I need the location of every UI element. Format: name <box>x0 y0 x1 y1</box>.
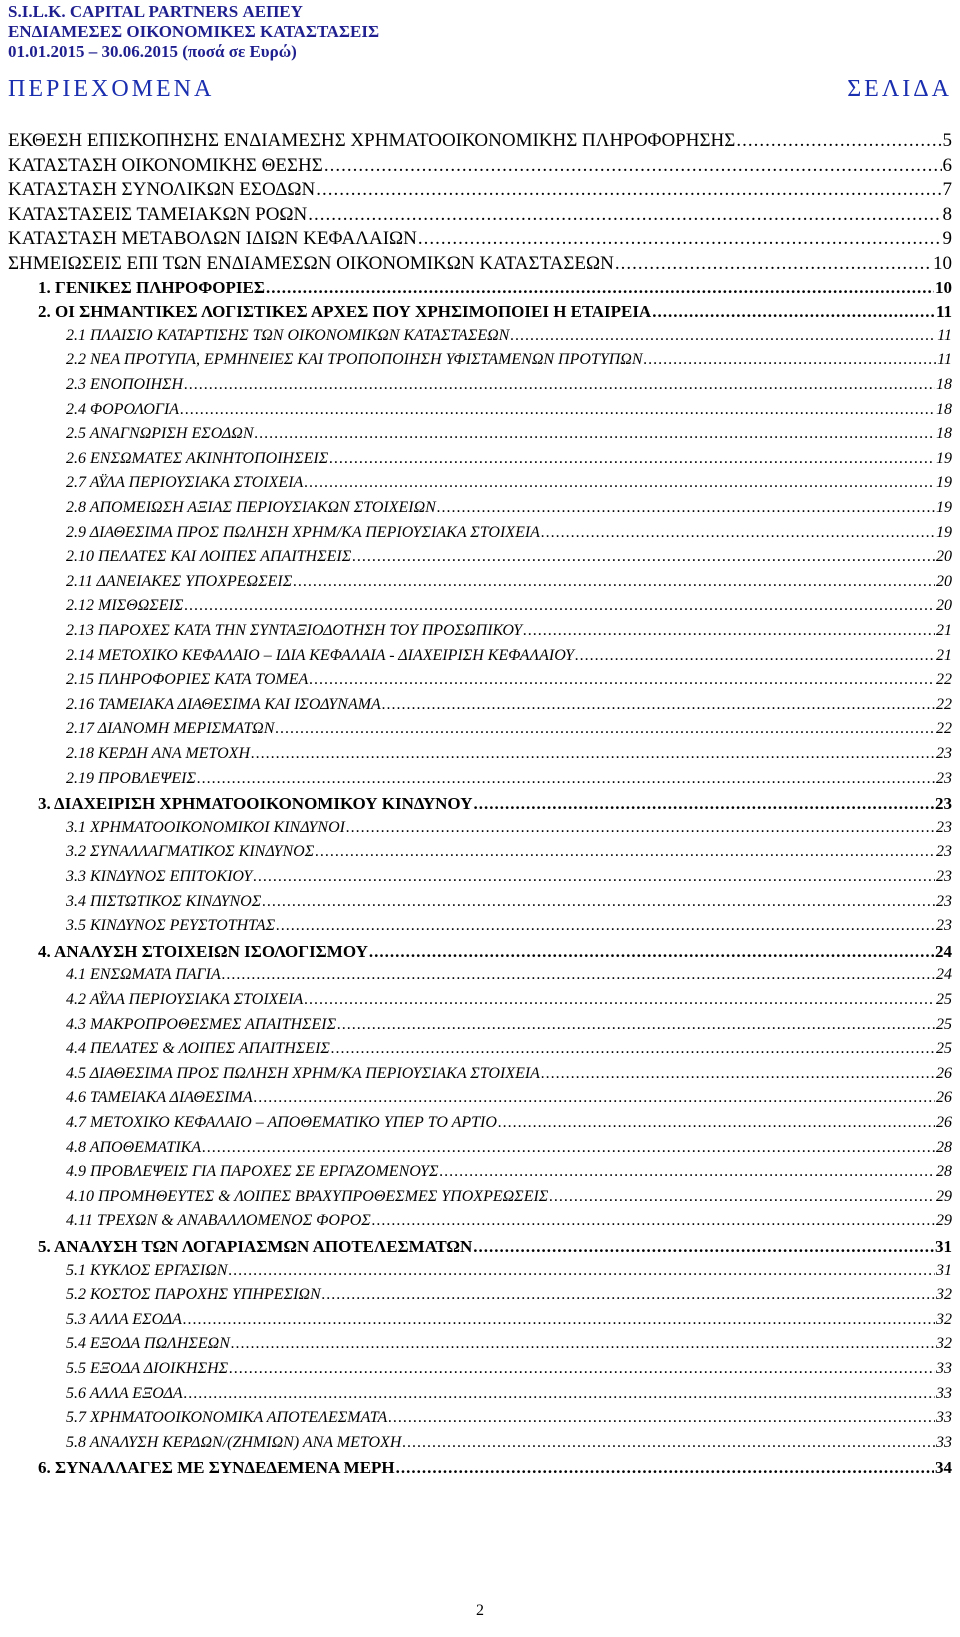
toc-entry-page: 19 <box>936 499 952 516</box>
toc-entry-page: 25 <box>936 991 952 1008</box>
toc-entry-page: 20 <box>936 572 952 590</box>
toc-entry-label: 3.4 ΠΙΣΤΩΤΙΚΟΣ ΚΙΝΔΥΝΟΣ <box>66 892 262 910</box>
toc-entry-label: 4.1 ΕΝΣΩΜΑΤΑ ΠΑΓΙΑ <box>66 966 221 984</box>
toc-leader-dots <box>549 1188 935 1206</box>
toc-entry-label: 4.7 ΜΕΤΟΧΙΚΟ ΚΕΦΑΛΑΙΟ – ΑΠΟΘΕΜΑΤΙΚΟ ΥΠΕΡ ΤΟ ΑΡΤΙΟ <box>66 1114 497 1131</box>
toc-entry-label: 5.3 ΑΛΛΑ ΕΣΟΔΑ <box>66 1310 182 1328</box>
toc-entry-label: 3. ΔΙΑΧΕΙΡΙΣΗ ΧΡΗΜΑΤΟΟΙΚΟΝΟΜΙΚΟΥ ΚΙΝΔΥΝΟΥ <box>38 794 473 814</box>
toc-entry-page: 19 <box>936 449 952 467</box>
toc-entry[interactable] <box>66 1139 952 1157</box>
toc-entry-label: 5.6 ΑΛΛΑ ΕΞΟΔΑ <box>66 1384 183 1402</box>
toc-entry-page: 28 <box>936 1163 952 1181</box>
toc-entry-page: 26 <box>936 1064 952 1082</box>
toc-entry-page: 10 <box>933 253 952 274</box>
toc-entry[interactable] <box>66 991 952 1009</box>
toc-entry-label: 2.1 ΠΛΑΙΣΙΟ ΚΑΤΑΡΤΙΣΗΣ ΤΩΝ ΟΙΚΟΝΟΜΙΚΩΝ ΚΑΤΑΣΤΑΣΕΩΝ <box>66 326 510 344</box>
toc-leader-dots <box>309 671 935 689</box>
toc-entry[interactable] <box>38 1458 952 1478</box>
toc-leader-dots <box>255 425 935 443</box>
toc-leader-dots <box>315 843 935 861</box>
toc-entry[interactable] <box>8 253 952 275</box>
page-column-heading: ΣΕΛΙΔΑ <box>847 76 952 102</box>
toc-entry-page: 6 <box>942 154 952 176</box>
toc-leader-dots <box>253 868 935 886</box>
toc-entry[interactable] <box>66 720 952 738</box>
toc-leader-dots <box>372 1212 935 1230</box>
toc-entry-page: 23 <box>936 917 952 935</box>
toc-entry-label: 2.7 ΑΫΛΑ ΠΕΡΙΟΥΣΙΑΚΑ ΣΤΟΙΧΕΙΑ <box>66 474 304 492</box>
toc-entry-label: 5.1 ΚΥΚΛΟΣ ΕΡΓΑΣΙΩΝ <box>66 1261 228 1279</box>
toc-entry[interactable] <box>66 1212 952 1230</box>
toc-entry[interactable] <box>66 376 952 394</box>
toc-entry[interactable] <box>38 942 952 962</box>
toc-entry-page: 31 <box>936 1261 952 1279</box>
toc-entry-page: 29 <box>936 1187 952 1205</box>
toc-entry[interactable] <box>66 893 952 911</box>
toc-entry[interactable] <box>38 278 952 298</box>
toc-entry[interactable] <box>8 228 952 250</box>
toc-leader-dots <box>440 1163 935 1181</box>
toc-entry-label: 2.16 ΤΑΜΕΙΑΚΑ ΔΙΑΘΕΣΙΜΑ ΚΑΙ ΙΣΟΔΥΝΑΜΑ <box>66 695 381 713</box>
toc-entry[interactable] <box>66 1434 952 1452</box>
toc-entry[interactable] <box>66 745 952 763</box>
toc-entry-label: 4.2 ΑΫΛΑ ΠΕΡΙΟΥΣΙΑΚΑ ΣΤΟΙΧΕΙΑ <box>66 991 304 1008</box>
toc-leader-dots <box>337 1016 935 1034</box>
toc-entry-label: 2.18 ΚΕΡΔΗ ΑΝΑ ΜΕΤΟΧΗ <box>66 745 250 762</box>
toc-entry[interactable] <box>66 1016 952 1034</box>
toc-entry[interactable] <box>66 1065 952 1083</box>
toc-leader-dots <box>222 966 935 984</box>
toc-entry-page: 26 <box>936 1114 952 1131</box>
toc-entry-label: 4.3 ΜΑΚΡΟΠΡΟΘΕΣΜΕΣ ΑΠΑΙΤΗΣΕΙΣ <box>66 1015 337 1033</box>
toc-entry-page: 32 <box>936 1335 952 1353</box>
toc-entry-label: 3.2 ΣΥΝΑΛΛΑΓΜΑΤΙΚΟΣ ΚΙΝΔΥΝΟΣ <box>66 843 315 861</box>
toc-entry-label: 2.10 ΠΕΛΑΤΕΣ ΚΑΙ ΛΟΙΠΕΣ ΑΠΑΙΤΗΣΕΙΣ <box>66 548 352 566</box>
toc-entry[interactable] <box>66 1335 952 1353</box>
document-title: ΕΝΔΙΑΜΕΣΕΣ ΟΙΚΟΝΟΜΙΚΕΣ ΚΑΤΑΣΤΑΣΕΙΣ <box>8 22 380 41</box>
toc-entry[interactable] <box>66 1089 952 1107</box>
toc-entry-page: 24 <box>935 941 952 961</box>
toc-entry-page: 7 <box>942 179 952 201</box>
toc-entry-label: 2.4 ΦΟΡΟΛΟΓΙΑ <box>66 400 180 418</box>
toc-entry[interactable] <box>8 204 952 226</box>
toc-entry-page: 22 <box>936 720 952 738</box>
toc-entry[interactable] <box>8 130 952 152</box>
toc-entry-page: 21 <box>936 646 952 664</box>
toc-leader-dots <box>231 1335 935 1353</box>
document-header <box>8 2 379 62</box>
toc-entry[interactable] <box>66 1114 952 1132</box>
toc-leader-dots <box>346 819 935 837</box>
toc-leader-dots <box>402 1434 935 1452</box>
toc-leader-dots <box>473 1237 934 1257</box>
toc-entry-label: ΚΑΤΑΣΤΑΣΕΙΣ ΤΑΜΕΙΑΚΩΝ ΡΟΩΝ <box>8 203 308 225</box>
toc-entry-page: 31 <box>935 1237 952 1256</box>
toc-entry-page: 33 <box>936 1360 952 1377</box>
toc-entry-label: 2.5 ΑΝΑΓΝΩΡΙΣΗ ΕΣΟΔΩΝ <box>66 425 254 443</box>
toc-leader-dots <box>184 376 935 394</box>
toc-leader-dots <box>498 1114 935 1132</box>
toc-entry-label: 5.2 ΚΟΣΤΟΣ ΠΑΡΟΧΗΣ ΥΠΗΡΕΣΙΩΝ <box>66 1286 321 1304</box>
toc-leader-dots <box>275 720 935 738</box>
toc-entry[interactable] <box>8 179 952 201</box>
toc-leader-dots <box>308 204 941 226</box>
toc-entry-page: 18 <box>936 425 952 443</box>
toc-entry[interactable] <box>66 425 952 443</box>
toc-entry[interactable] <box>66 327 952 345</box>
toc-leader-dots <box>266 278 934 298</box>
toc-entry-page: 23 <box>935 794 952 814</box>
toc-entry[interactable] <box>66 474 952 492</box>
toc-leader-dots <box>197 770 935 788</box>
toc-leader-dots <box>382 696 935 714</box>
toc-leader-dots <box>262 893 935 911</box>
toc-entry-page: 22 <box>936 671 952 689</box>
toc-entry[interactable] <box>66 622 952 640</box>
toc-entry-label: 2. ΟΙ ΣΗΜΑΝΤΙΚΕΣ ΛΟΓΙΣΤΙΚΕΣ ΑΡΧΕΣ ΠΟΥ ΧΡΗΣΙΜΟΠΟΙΕΙ Η ΕΤΑΙΡΕΙΑ <box>38 302 652 322</box>
toc-entry-label: 5.4 ΕΞΟΔΑ ΠΩΛΗΣΕΩΝ <box>66 1335 230 1353</box>
toc-leader-dots <box>329 450 935 468</box>
toc-entry-page: 29 <box>936 1212 952 1230</box>
toc-heading-row <box>8 76 952 104</box>
toc-entry-page: 19 <box>936 474 952 492</box>
toc-entry-label: 4.9 ΠΡΟΒΛΕΨΕΙΣ ΓΙΑ ΠΑΡΟΧΕΣ ΣΕ ΕΡΓΑΖΟΜΕΝΟΥΣ <box>66 1163 439 1181</box>
toc-entry-page: 34 <box>935 1458 952 1478</box>
toc-entry-page: 26 <box>936 1089 952 1107</box>
toc-entry[interactable] <box>66 1163 952 1181</box>
toc-entry-page: 20 <box>936 597 952 615</box>
toc-entry-label: 5.8 ΑΝΑΛΥΣΗ ΚΕΡΔΩΝ/(ΖΗΜΙΩΝ) ΑΝΑ ΜΕΤΟΧΗ <box>66 1433 402 1451</box>
toc-entry-label: 5.7 ΧΡΗΜΑΤΟΟΙΚΟΝΟΜΙΚΑ ΑΠΟΤΕΛΕΣΜΑΤΑ <box>66 1409 388 1427</box>
toc-entry[interactable] <box>66 450 952 468</box>
toc-leader-dots <box>575 647 935 665</box>
toc-entry[interactable] <box>66 671 952 689</box>
toc-entry-label: 2.12 ΜΙΣΘΩΣΕΙΣ <box>66 597 184 615</box>
toc-entry[interactable] <box>66 1311 952 1329</box>
toc-leader-dots <box>437 499 935 517</box>
toc-entry-label: 5.5 ΕΞΟΔΑ ΔΙΟΙΚΗΣΗΣ <box>66 1360 229 1377</box>
toc-entry-label: ΚΑΤΑΣΤΑΣΗ ΜΕΤΑΒΟΛΩΝ ΙΔΙΩΝ ΚΕΦΑΛΑΙΩΝ <box>8 228 417 250</box>
toc-leader-dots <box>324 155 942 177</box>
toc-leader-dots <box>523 622 935 640</box>
toc-entry-page: 23 <box>936 868 952 885</box>
toc-entry-page: 23 <box>936 769 952 787</box>
toc-entry[interactable] <box>66 351 952 369</box>
toc-leader-dots <box>541 524 935 542</box>
toc-entry-label: 6. ΣΥΝΑΛΛΑΓΕΣ ΜΕ ΣΥΝΔΕΔΕΜΕΝΑ ΜΕΡΗ <box>38 1458 395 1478</box>
toc-entry-page: 11 <box>935 302 952 322</box>
toc-leader-dots <box>510 327 936 345</box>
toc-leader-dots <box>615 253 932 275</box>
toc-entry-page: 5 <box>942 130 952 151</box>
toc-entry-label: 4.5 ΔΙΑΘΕΣΙΜΑ ΠΡΟΣ ΠΩΛΗΣΗ ΧΡΗΜ/ΚΑ ΠΕΡΙΟΥΣΙΑΚΑ ΣΤΟΙΧΕΙΑ <box>66 1064 540 1082</box>
toc-entry[interactable] <box>66 401 952 419</box>
toc-entry[interactable] <box>66 1360 952 1378</box>
toc-leader-dots <box>369 942 934 962</box>
toc-entry[interactable] <box>38 1237 952 1257</box>
toc-entry-page: 33 <box>936 1409 952 1427</box>
toc-entry[interactable] <box>66 647 952 665</box>
toc-leader-dots <box>293 573 935 591</box>
toc-leader-dots <box>736 130 941 152</box>
toc-entry[interactable] <box>8 155 952 177</box>
toc-entry-label: 2.17 ΔΙΑΝΟΜΗ ΜΕΡΙΣΜΑΤΩΝ <box>66 720 275 738</box>
toc-entry[interactable] <box>38 302 952 322</box>
toc-entry-label: 2.11 ΔΑΝΕΙΑΚΕΣ ΥΠΟΧΡΕΩΣΕΙΣ <box>66 572 293 590</box>
toc-entry-page: 32 <box>936 1310 952 1328</box>
toc-entry-page: 22 <box>936 695 952 713</box>
toc-entry-label: 4.6 ΤΑΜΕΙΑΚΑ ΔΙΑΘΕΣΙΜΑ <box>66 1089 253 1107</box>
toc-entry-page: 23 <box>936 843 952 861</box>
toc-leader-dots <box>644 351 937 369</box>
toc-leader-dots <box>541 1065 935 1083</box>
toc-heading: ΠΕΡΙΕΧΟΜΕΝΑ <box>8 76 215 102</box>
toc-leader-dots <box>304 474 935 492</box>
toc-entry-page: 21 <box>936 622 952 639</box>
toc-entry-page: 9 <box>942 228 952 250</box>
toc-entry-label: 3.3 ΚΙΝΔΥΝΟΣ ΕΠΙΤΟΚΙΟΥ <box>66 868 253 885</box>
toc-leader-dots <box>276 917 935 935</box>
toc-entry-page: 28 <box>936 1138 952 1156</box>
toc-entry[interactable] <box>66 548 952 566</box>
toc-entry[interactable] <box>66 524 952 542</box>
toc-entry[interactable] <box>66 573 952 591</box>
toc-leader-dots <box>418 228 942 250</box>
toc-leader-dots <box>396 1458 934 1478</box>
toc-entry-label: 3.5 ΚΙΝΔΥΝΟΣ ΡΕΥΣΤΟΤΗΤΑΣ <box>66 917 276 935</box>
toc-leader-dots <box>180 401 935 419</box>
toc-leader-dots <box>316 179 941 201</box>
toc-leader-dots <box>229 1360 935 1378</box>
toc-entry-label: 2.13 ΠΑΡΟΧΕΣ ΚΑΤΑ ΤΗΝ ΣΥΝΤΑΞΙΟΔΟΤΗΣΗ ΤΟΥ ΠΡΟΣΩΠΙΚΟΥ <box>66 622 523 639</box>
toc-entry[interactable] <box>66 1409 952 1427</box>
toc-leader-dots <box>322 1286 935 1304</box>
toc-entry-label: 2.19 ΠΡΟΒΛΕΨΕΙΣ <box>66 769 196 787</box>
toc-leader-dots <box>251 745 935 763</box>
toc-entry[interactable] <box>66 1286 952 1304</box>
toc-entry[interactable] <box>66 868 952 886</box>
toc-entry[interactable] <box>66 1188 952 1206</box>
toc-leader-dots <box>184 597 935 615</box>
toc-entry-label: 4.10 ΠΡΟΜΗΘΕΥΤΕΣ & ΛΟΙΠΕΣ ΒΡΑΧΥΠΡΟΘΕΣΜΕΣ ΥΠΟΧΡΕΩΣΕΙΣ <box>66 1187 549 1205</box>
toc-entry[interactable] <box>66 917 952 935</box>
toc-entry[interactable] <box>66 499 952 517</box>
toc-leader-dots <box>254 1089 935 1107</box>
toc-entry-page: 23 <box>936 818 952 836</box>
toc-entry-label: ΚΑΤΑΣΤΑΣΗ ΟΙΚΟΝΟΜΙΚΗΣ ΘΕΣΗΣ <box>8 154 323 176</box>
toc-entry-label: 4.4 ΠΕΛΑΤΕΣ & ΛΟΙΠΕΣ ΑΠΑΙΤΗΣΕΙΣ <box>66 1040 330 1058</box>
toc-entry-page: 10 <box>935 277 952 297</box>
toc-entry[interactable] <box>38 794 952 814</box>
toc-entry-label: 4.8 ΑΠΟΘΕΜΑΤΙΚΑ <box>66 1138 202 1156</box>
toc-entry-label: 4.11 ΤΡΕΧΩΝ & ΑΝΑΒΑΛΛΟΜΕΝΟΣ ΦΟΡΟΣ <box>66 1212 371 1230</box>
toc-entry-label: 4. ΑΝΑΛΥΣΗ ΣΤΟΙΧΕΙΩΝ ΙΣΟΛΟΓΙΣΜΟΥ <box>38 941 368 961</box>
toc-entry[interactable] <box>66 696 952 714</box>
toc-entry-label: 2.8 ΑΠΟΜΕΙΩΣΗ ΑΞΙΑΣ ΠΕΡΙΟΥΣΙΑΚΩΝ ΣΤΟΙΧΕΙΩΝ <box>66 499 436 516</box>
toc-leader-dots <box>184 1385 935 1403</box>
toc-leader-dots <box>304 991 935 1009</box>
toc-entry-page: 11 <box>937 326 952 344</box>
toc-leader-dots <box>331 1040 935 1058</box>
toc-entry[interactable] <box>66 770 952 788</box>
company-name: S.I.L.K. CAPITAL PARTNERS ΑΕΠΕΥ <box>8 2 303 21</box>
toc-entry-label: 1. ΓΕΝΙΚΕΣ ΠΛΗΡΟΦΟΡΙΕΣ <box>38 277 265 297</box>
toc-entry-page: 11 <box>937 351 952 369</box>
toc-entry[interactable] <box>66 966 952 984</box>
toc-entry[interactable] <box>66 843 952 861</box>
toc-leader-dots <box>352 548 935 566</box>
toc-entry-page: 18 <box>936 400 952 418</box>
toc-entry-label: 5. ΑΝΑΛΥΣΗ ΤΩΝ ΛΟΓΑΡΙΑΣΜΩΝ ΑΠΟΤΕΛΕΣΜΑΤΩΝ <box>38 1237 473 1256</box>
toc-entry-label: 3.1 ΧΡΗΜΑΤΟΟΙΚΟΝΟΜΙΚΟΙ ΚΙΝΔΥΝΟΙ <box>66 818 345 836</box>
toc-leader-dots <box>183 1311 935 1329</box>
toc-entry-page: 24 <box>936 966 952 984</box>
toc-entry-label: 2.6 ΕΝΣΩΜΑΤΕΣ ΑΚΙΝΗΤΟΠΟΙΗΣΕΙΣ <box>66 449 329 467</box>
toc-entry-label: 2.2 ΝΕΑ ΠΡΟΤΥΠΑ, ΕΡΜΗΝΕΙΕΣ ΚΑΙ ΤΡΟΠΟΠΟΙΗΣΗ ΥΦΙΣΤΑΜΕΝΩΝ ΠΡΟΤΥΠΩΝ <box>66 351 643 369</box>
page-number: 2 <box>476 1602 484 1619</box>
toc-entry-label: 2.15 ΠΛΗΡΟΦΟΡΙΕΣ ΚΑΤΑ ΤΟΜΕΑ <box>66 671 309 689</box>
toc-leader-dots <box>652 302 935 322</box>
toc-entry[interactable] <box>66 1040 952 1058</box>
toc-entry-page: 23 <box>936 892 952 910</box>
toc-entry-page: 25 <box>936 1015 952 1033</box>
toc-entry-page: 8 <box>942 203 952 225</box>
toc-leader-dots <box>473 794 934 814</box>
toc-entry[interactable] <box>66 819 952 837</box>
toc-leader-dots <box>388 1409 935 1427</box>
toc-entry-page: 23 <box>936 745 952 762</box>
toc-leader-dots <box>229 1262 936 1280</box>
toc-entry-page: 32 <box>936 1286 952 1304</box>
toc-entry-page: 20 <box>936 548 952 566</box>
toc-entry[interactable] <box>66 1385 952 1403</box>
toc-leader-dots <box>202 1139 935 1157</box>
toc-entry-label: ΚΑΤΑΣΤΑΣΗ ΣΥΝΟΛΙΚΩΝ ΕΣΟΔΩΝ <box>8 179 316 201</box>
toc-entry-page: 18 <box>936 376 952 393</box>
toc-entry-page: 25 <box>936 1040 952 1058</box>
toc-entry-label: 2.14 ΜΕΤΟΧΙΚΟ ΚΕΦΑΛΑΙΟ – ΙΔΙΑ ΚΕΦΑΛΑΙΑ - ΔΙΑΧΕΙΡΙΣΗ ΚΕΦΑΛΑΙΟΥ <box>66 646 575 664</box>
toc-entry-label: ΕΚΘΕΣΗ ΕΠΙΣΚΟΠΗΣΗΣ ΕΝΔΙΑΜΕΣΗΣ ΧΡΗΜΑΤΟΟΙΚΟΝΟΜΙΚΗΣ ΠΛΗΡΟΦΟΡΗΣΗΣ <box>8 130 736 151</box>
toc-entry[interactable] <box>66 597 952 615</box>
reporting-period: 01.01.2015 – 30.06.2015 (ποσά σε Ευρώ) <box>8 42 297 61</box>
toc-entry-page: 33 <box>936 1384 952 1402</box>
toc-entry-page: 19 <box>936 523 952 541</box>
toc-entry-label: 2.3 ΕΝΟΠΟΙΗΣΗ <box>66 376 184 393</box>
toc-entry-page: 33 <box>936 1433 952 1451</box>
toc-entry-label: ΣΗΜΕΙΩΣΕΙΣ ΕΠΙ ΤΩΝ ΕΝΔΙΑΜΕΣΩΝ ΟΙΚΟΝΟΜΙΚΩΝ ΚΑΤΑΣΤΑΣΕΩΝ <box>8 253 614 274</box>
toc-entry-label: 2.9 ΔΙΑΘΕΣΙΜΑ ΠΡΟΣ ΠΩΛΗΣΗ ΧΡΗΜ/ΚΑ ΠΕΡΙΟΥΣΙΑΚΑ ΣΤΟΙΧΕΙΑ <box>66 523 540 541</box>
toc-entry[interactable] <box>66 1262 952 1280</box>
